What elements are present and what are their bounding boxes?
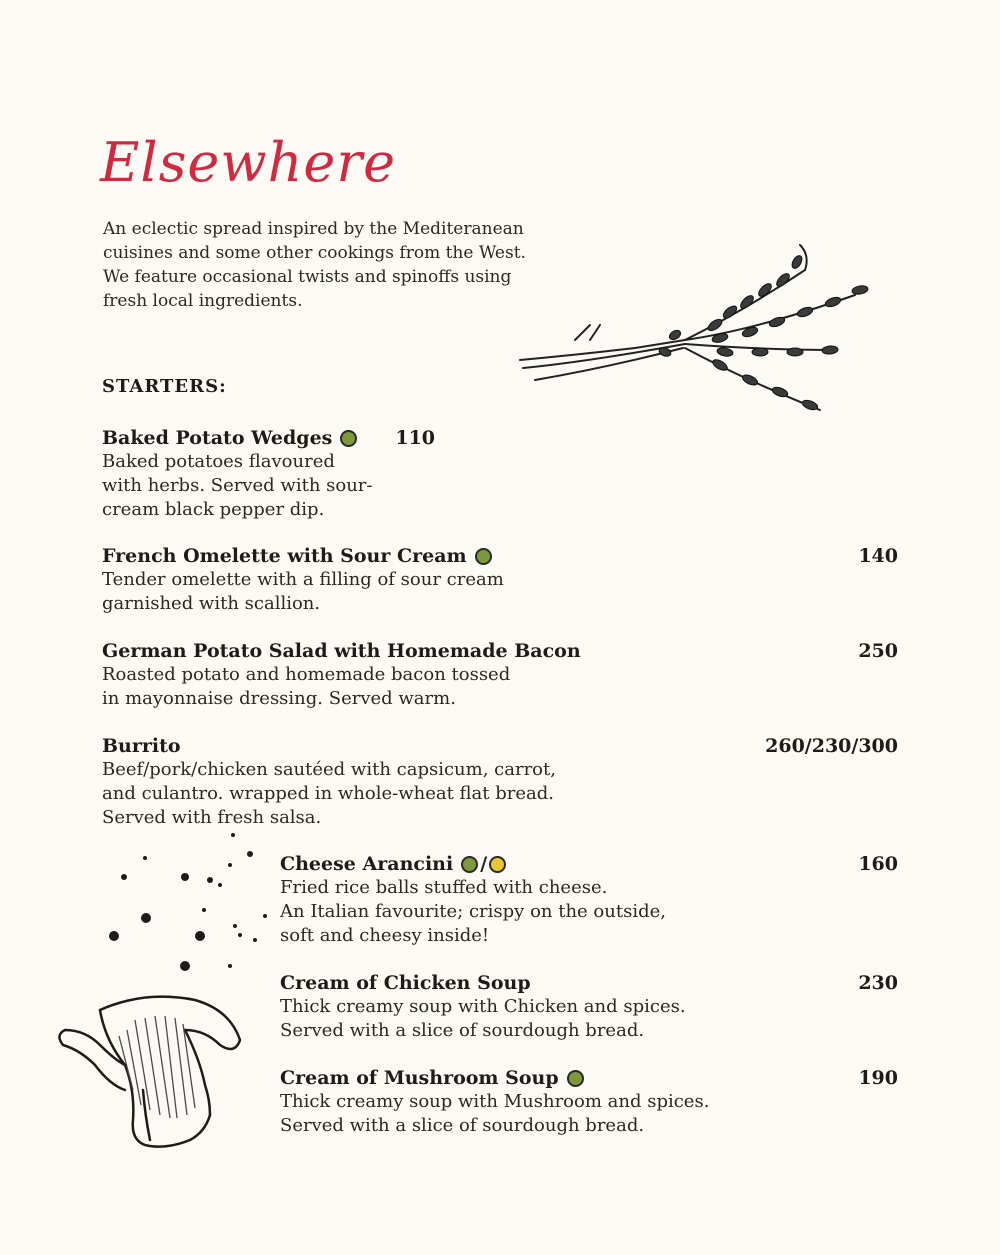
item-price: 250 [858,640,898,662]
menu-item [102,544,898,616]
intro-line: An eclectic spread inspired by the Mediteranean [103,219,524,239]
item-price: 190 [858,1067,898,1089]
intro-line: cuisines and some other cookings from the West. [103,243,526,263]
intro-line: fresh local ingredients. [103,291,303,311]
veg-dot-icon [461,856,478,873]
veg-dot-icon [567,1070,584,1087]
item-name: Cream of Mushroom Soup [280,1067,559,1089]
item-description-line: Served with a slice of sourdough bread. [280,1115,645,1136]
item-description [102,663,898,711]
item-price: 260/230/300 [765,735,898,757]
item-description-line: An Italian favourite; crispy on the outside, [280,901,666,922]
item-description-line: garnished with scallion. [102,593,321,614]
menu-item [102,426,482,522]
item-description-line: Thick creamy soup with Chicken and spices. [280,996,686,1017]
item-description-line: Served with a slice of sourdough bread. [280,1020,645,1041]
item-description-line: Roasted potato and homemade bacon tossed [102,664,511,685]
thyme-sprig-illustration [515,240,885,420]
pepper-specks-illustration [100,830,280,980]
item-name: Cheese Arancini [280,853,454,875]
mushroom-illustration [55,990,250,1155]
menu-item [280,852,898,948]
item-description-line: in mayonnaise dressing. Served warm. [102,688,456,709]
item-description-line: cream black pepper dip. [102,499,325,520]
item-description-line: Served with fresh salsa. [102,807,322,828]
section-heading-starters: STARTERS: [102,376,227,397]
item-description-line: and culantro. wrapped in whole-wheat flat bread. [102,783,554,804]
item-description-line: Thick creamy soup with Mushroom and spices. [280,1091,710,1112]
item-name: Burrito [102,735,181,757]
item-description [102,758,898,830]
item-price: 230 [858,972,898,994]
item-description [280,995,898,1043]
veg-dot-icon [340,430,357,447]
page-title: Elsewhere [100,131,397,194]
item-description-line: Fried rice balls stuffed with cheese. [280,877,608,898]
item-description-line: Tender omelette with a filling of sour cream [102,569,504,590]
item-name: German Potato Salad with Homemade Bacon [102,640,581,662]
item-name: Baked Potato Wedges [102,427,333,449]
item-price: 110 [395,427,436,449]
item-price: 160 [858,853,898,875]
menu-item [280,1066,898,1138]
item-description-line: Baked potatoes flavoured [102,451,335,472]
intro-line: We feature occasional twists and spinoffs using [103,267,512,287]
marker-separator: / [480,853,488,875]
item-description [102,450,482,522]
menu-item [102,734,898,830]
veg-dot-icon [475,548,492,565]
item-price: 140 [858,545,898,567]
item-name: French Omelette with Sour Cream [102,545,467,567]
egg-dot-icon [489,856,506,873]
item-description [280,876,898,948]
item-description-line: with herbs. Served with sour- [102,475,373,496]
menu-item [280,971,898,1043]
item-description [280,1090,898,1138]
menu-item [102,639,898,711]
item-description [102,568,898,616]
item-description-line: soft and cheesy inside! [280,925,490,946]
item-name: Cream of Chicken Soup [280,972,531,994]
item-description-line: Beef/pork/chicken sautéed with capsicum, carrot, [102,759,556,780]
